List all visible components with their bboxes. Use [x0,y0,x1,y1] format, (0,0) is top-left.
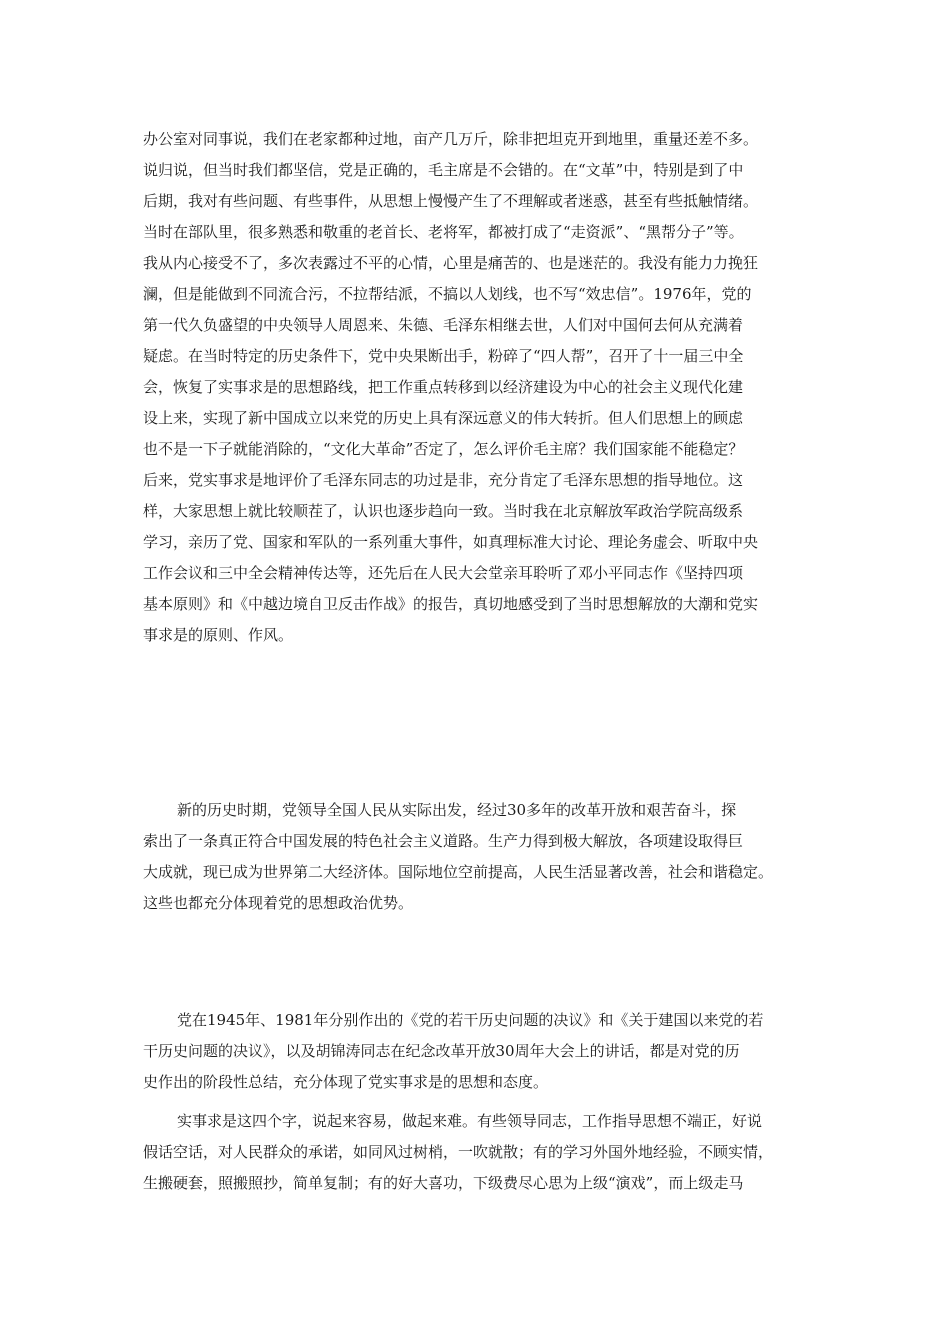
paragraph-4 [143,1106,819,1199]
paragraph-line: 党在1945年、1981年分别作出的《党的若干历史问题的决议》和《关于建国以来党的若 [177,1011,764,1029]
paragraph-line: 基本原则》和《中越边境自卫反击作战》的报告，真切地感受到了当时思想解放的大潮和党实 [143,595,759,613]
paragraph-line: 说归说，但当时我们都坚信，党是正确的，毛主席是不会错的。在“文革”中，特别是到了中 [143,161,744,179]
paragraph-line: 索出了一条真正符合中国发展的特色社会主义道路。生产力得到极大解放，各项建设取得巨 [143,832,744,850]
paragraph-line: 样，大家思想上就比较顺茬了，认识也逐步趋向一致。当时我在北京解放军政治学院高级系 [143,502,744,520]
paragraph-line: 第一代久负盛望的中央领导人周恩来、朱德、毛泽东相继去世，人们对中国何去何从充满着 [143,316,744,334]
paragraph-line: 事求是的原则、作风。 [143,626,294,644]
paragraph-3 [143,1005,819,1098]
paragraph-1 [143,124,819,651]
paragraph-line: 新的历史时期，党领导全国人民从实际出发，经过30多年的改革开放和艰苦奋斗，探 [177,801,737,819]
paragraph-line: 我从内心接受不了，多次表露过不平的心情，心里是痛苦的、也是迷茫的。我没有能力力挽狂 [143,254,759,272]
paragraph-line: 实事求是这四个字，说起来容易，做起来难。有些领导同志，工作指导思想不端正，好说 [177,1112,763,1130]
paragraph-line: 设上来，实现了新中国成立以来党的历史上具有深远意义的伟大转折。但人们思想上的顾虑 [143,409,744,427]
paragraph-line: 史作出的阶段性总结，充分体现了党实事求是的思想和态度。 [143,1073,549,1091]
paragraph-line: 生搬硬套，照搬照抄，简单复制；有的好大喜功，下级费尽心思为上级“演戏”，而上级走马 [143,1174,744,1192]
paragraph-line: 后来，党实事求是地评价了毛泽东同志的功过是非，充分肯定了毛泽东思想的指导地位。这 [143,471,744,489]
paragraph-line: 这些也都充分体现着党的思想政治优势。 [143,894,414,912]
paragraph-line: 当时在部队里，很多熟悉和敬重的老首长、老将军，都被打成了“走资派”、“黑帮分子”等。 [143,223,744,241]
paragraph-line: 会，恢复了实事求是的思想路线，把工作重点转移到以经济建设为中心的社会主义现代化建 [143,378,744,396]
paragraph-2 [143,795,819,919]
paragraph-line: 后期，我对有些问题、有些事件，从思想上慢慢产生了不理解或者迷惑，甚至有些抵触情绪。 [143,192,759,210]
paragraph-line: 干历史问题的决议》，以及胡锦涛同志在纪念改革开放30周年大会上的讲话，都是对党的历 [143,1042,740,1060]
paragraph-line: 也不是一下子就能消除的，“文化大革命”否定了，怎么评价毛主席？我们国家能不能稳定？ [143,440,744,458]
paragraph-line: 澜，但是能做到不同流合污，不拉帮结派，不搞以人划线，也不写“效忠信”。1976年，党的 [143,285,752,303]
paragraph-line: 大成就，现已成为世界第二大经济体。国际地位空前提高，人民生活显著改善，社会和谐稳定。 [143,863,774,881]
paragraph-line: 学习，亲历了党、国家和军队的一系列重大事件，如真理标准大讨论、理论务虚会、听取中央 [143,533,759,551]
paragraph-line: 办公室对同事说，我们在老家都种过地，亩产几万斤，除非把坦克开到地里，重量还差不多。 [143,130,759,148]
paragraph-line: 疑虑。在当时特定的历史条件下，党中央果断出手，粉碎了“四人帮”，召开了十一届三中全 [143,347,744,365]
paragraph-line: 假话空话，对人民群众的承诺，如同风过树梢，一吹就散；有的学习外国外地经验，不顾实情， [143,1143,774,1161]
paragraph-line: 工作会议和三中全会精神传达等，还先后在人民大会堂亲耳聆听了邓小平同志作《坚持四项 [143,564,744,582]
